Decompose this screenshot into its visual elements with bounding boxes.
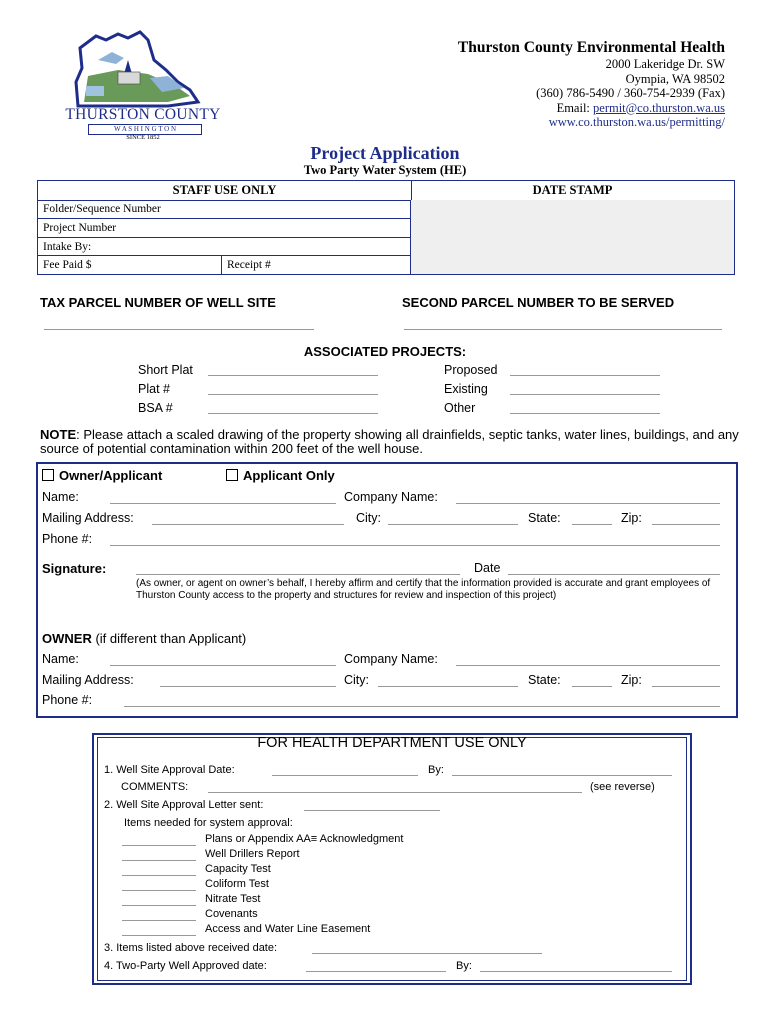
comments-label: COMMENTS: xyxy=(121,781,189,793)
plat-label: Plat # xyxy=(138,382,170,396)
other-label: Other xyxy=(444,401,476,415)
owner-zip-label: Zip: xyxy=(621,673,642,687)
owner-name-label: Name: xyxy=(42,652,79,666)
phone-fax: (360) 786-5490 / 360-754-2939 (Fax) xyxy=(536,86,725,100)
email-link[interactable]: permit@co.thurston.wa.us xyxy=(593,100,725,115)
two-party-approved-date-input[interactable] xyxy=(306,971,446,972)
applicant-company-input[interactable] xyxy=(456,503,720,504)
owner-applicant-option[interactable] xyxy=(42,468,162,483)
checklist-line[interactable] xyxy=(122,905,196,906)
signature-input[interactable] xyxy=(136,574,460,575)
applicant-state-label: State: xyxy=(528,511,561,525)
owner-city-input[interactable] xyxy=(378,686,518,687)
website-link[interactable]: www.co.thurston.wa.us/permitting/ xyxy=(548,115,725,129)
associated-projects-heading: ASSOCIATED PROJECTS: xyxy=(303,344,467,359)
applicant-mailing-input[interactable] xyxy=(152,524,344,525)
checklist-item-well-drillers-report: Well Drillers Report xyxy=(205,848,300,860)
checklist-line[interactable] xyxy=(122,935,196,936)
well-site-by-input[interactable] xyxy=(452,775,672,776)
address-line-1: 2000 Lakeridge Dr. SW xyxy=(605,57,725,71)
applicant-name-input[interactable] xyxy=(110,503,336,504)
two-party-by-input[interactable] xyxy=(480,971,672,972)
owner-state-input[interactable] xyxy=(572,686,612,687)
checklist-line[interactable] xyxy=(122,890,196,891)
checklist-line[interactable] xyxy=(122,920,196,921)
owner-phone-input[interactable] xyxy=(124,706,720,707)
page-title: Project Application xyxy=(310,143,460,163)
state-name: W A S H I N G T O N xyxy=(88,124,202,135)
health-department-title: FOR HEALTH DEPARTMENT USE ONLY xyxy=(257,735,527,751)
owner-applicant-label: Owner/Applicant xyxy=(59,468,163,483)
staff-use-table xyxy=(37,180,735,275)
receipt-field[interactable]: Receipt # xyxy=(222,256,411,274)
thurston-county-logo xyxy=(58,30,228,141)
page-subtitle: Two Party Water System (HE) xyxy=(303,163,467,177)
approval-letter-sent-label: 2. Well Site Approval Letter sent: xyxy=(104,799,264,811)
items-received-date-input[interactable] xyxy=(312,953,542,954)
date-stamp-heading: DATE STAMP xyxy=(411,181,734,201)
signature-date-input[interactable] xyxy=(508,574,720,575)
two-party-approved-date-label: 4. Two-Party Well Approved date: xyxy=(104,960,267,972)
checklist-item-coliform-test: Coliform Test xyxy=(205,878,269,890)
well-site-by-label: By: xyxy=(428,764,444,776)
bsa-label: BSA # xyxy=(138,401,173,415)
applicant-mailing-label: Mailing Address: xyxy=(42,511,134,525)
signature-date-label: Date xyxy=(474,561,501,575)
applicant-city-input[interactable] xyxy=(388,524,518,525)
note-text: : Please attach a scaled drawing of the property showing all drainfields, septic tanks, water lines, buildings, and any source of potential contamination within 200 feet of the well house. xyxy=(40,427,739,456)
owner-company-input[interactable] xyxy=(456,665,720,666)
well-site-approval-date-label: 1. Well Site Approval Date: xyxy=(104,764,235,776)
checklist-item-plans: Plans or Appendix AA≡ Acknowledgment xyxy=(205,833,404,845)
existing-input[interactable] xyxy=(510,394,660,395)
folder-sequence-field[interactable]: Folder/Sequence Number xyxy=(38,200,411,219)
second-parcel-label: SECOND PARCEL NUMBER TO BE SERVED xyxy=(402,295,675,310)
owner-mailing-input[interactable] xyxy=(160,686,336,687)
comments-input[interactable] xyxy=(208,792,582,793)
checklist-item-nitrate-test: Nitrate Test xyxy=(205,893,261,905)
checklist-line[interactable] xyxy=(122,860,196,861)
applicant-zip-input[interactable] xyxy=(652,524,720,525)
owner-zip-input[interactable] xyxy=(652,686,720,687)
email-label: Email: xyxy=(556,100,594,115)
short-plat-input[interactable] xyxy=(208,375,378,376)
owner-applicant-checkbox[interactable] xyxy=(42,469,54,481)
note-paragraph xyxy=(40,428,740,456)
county-name: THURSTON COUNTY xyxy=(65,106,221,123)
checklist-item-covenants: Covenants xyxy=(205,908,258,920)
see-reverse-note: (see reverse) xyxy=(590,781,655,793)
address-line-2: Oympia, WA 98502 xyxy=(625,71,725,86)
owner-state-label: State: xyxy=(528,673,561,687)
items-received-date-label: 3. Items listed above received date: xyxy=(104,942,278,954)
note-label: NOTE xyxy=(40,427,77,442)
bsa-input[interactable] xyxy=(208,413,378,414)
since-label: SINCE 1852 xyxy=(126,134,160,141)
signature-label: Signature: xyxy=(42,561,107,576)
checklist-item-capacity-test: Capacity Test xyxy=(205,863,271,875)
tax-parcel-label: TAX PARCEL NUMBER OF WELL SITE xyxy=(40,295,276,310)
well-site-approval-date-input[interactable] xyxy=(272,775,418,776)
staff-use-heading: STAFF USE ONLY xyxy=(38,181,412,201)
checklist-line[interactable] xyxy=(122,875,196,876)
date-stamp-area xyxy=(411,200,734,274)
tax-parcel-input[interactable] xyxy=(44,329,314,330)
approval-letter-sent-input[interactable] xyxy=(304,810,440,811)
owner-city-label: City: xyxy=(344,673,369,687)
other-input[interactable] xyxy=(510,413,660,414)
checklist-item-easement: Access and Water Line Easement xyxy=(205,923,371,935)
items-needed-label: Items needed for system approval: xyxy=(124,817,293,829)
owner-name-input[interactable] xyxy=(110,665,336,666)
owner-phone-label: Phone #: xyxy=(42,693,93,707)
owner-company-label: Company Name: xyxy=(344,652,438,666)
existing-label: Existing xyxy=(444,382,488,396)
applicant-state-input[interactable] xyxy=(572,524,612,525)
applicant-company-label: Company Name: xyxy=(344,490,438,504)
second-parcel-input[interactable] xyxy=(404,329,722,330)
proposed-input[interactable] xyxy=(510,375,660,376)
owner-heading-suffix: (if different than Applicant) xyxy=(91,631,247,646)
owner-mailing-label: Mailing Address: xyxy=(42,673,134,687)
intake-by-field[interactable]: Intake By: xyxy=(38,238,411,256)
owner-heading xyxy=(42,631,246,646)
applicant-phone-input[interactable] xyxy=(110,545,720,546)
project-number-field[interactable]: Project Number xyxy=(38,219,411,238)
agency-contact xyxy=(420,38,725,130)
fee-paid-field[interactable]: Fee Paid $ xyxy=(38,256,222,274)
two-party-by-label: By: xyxy=(456,960,472,972)
applicant-phone-label: Phone #: xyxy=(42,532,93,546)
applicant-name-label: Name: xyxy=(42,490,79,504)
checklist-line[interactable] xyxy=(122,845,196,846)
applicant-only-label: Applicant Only xyxy=(243,468,335,483)
agency-name: Thurston County Environmental Health xyxy=(457,39,725,56)
email-line xyxy=(420,101,725,116)
owner-heading-label: OWNER xyxy=(42,631,92,646)
applicant-zip-label: Zip: xyxy=(621,511,642,525)
applicant-only-checkbox[interactable] xyxy=(226,469,238,481)
short-plat-label: Short Plat xyxy=(138,363,193,377)
proposed-label: Proposed xyxy=(444,363,498,377)
applicant-city-label: City: xyxy=(356,511,381,525)
applicant-only-option[interactable] xyxy=(226,468,335,483)
affirmation-text: (As owner, or agent on owner’s behalf, I hereby affirm and certify that the information provided is accurate and grant employees of Thurston County access to the property and structures for review and inspection of this project) xyxy=(136,578,711,601)
plat-input[interactable] xyxy=(208,394,378,395)
